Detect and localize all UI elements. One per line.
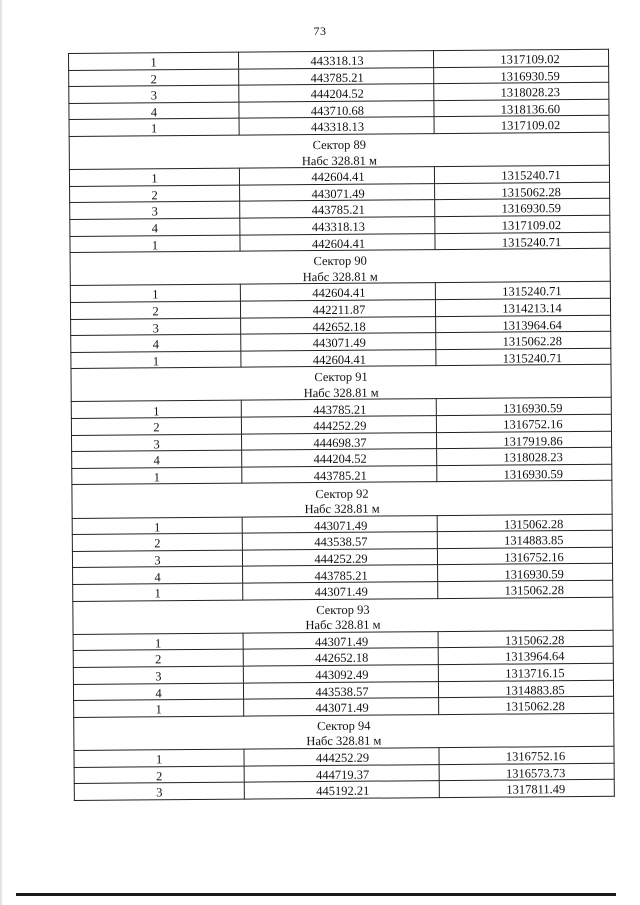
y-coordinate-cell: 1313964.64 [438,647,613,665]
point-number-cell: 1 [72,467,242,485]
y-coordinate-cell: 1317109.02 [434,116,609,134]
point-number-cell: 2 [73,650,243,668]
point-number-cell: 1 [70,235,240,253]
point-number-cell: 3 [72,550,242,568]
absolute-height-label: Набс 328.81 м [74,730,614,750]
x-coordinate-cell: 443071.49 [243,631,438,649]
x-coordinate-cell: 445192.21 [244,781,439,799]
y-coordinate-cell: 1315062.28 [435,182,610,200]
y-coordinate-cell: 1315062.28 [437,514,612,532]
sector-title: Сектор 89 [69,132,609,153]
x-coordinate-cell: 444252.29 [241,416,436,434]
y-coordinate-cell: 1318136.60 [434,99,609,117]
point-number-cell: 2 [70,185,240,203]
page-bottom-rule [16,893,616,896]
x-coordinate-cell: 444204.52 [242,449,437,467]
y-coordinate-cell: 1313716.15 [438,663,613,681]
point-number-cell: 3 [73,666,243,684]
coordinates-table [68,49,615,801]
point-number-cell: 4 [70,218,240,236]
sector-title: Сектор 94 [74,713,614,734]
sector-title: Сектор 92 [72,481,612,502]
point-number-cell: 3 [71,318,241,336]
absolute-height-label: Набс 328.81 м [71,382,611,402]
point-number-cell: 3 [74,782,244,800]
x-coordinate-cell: 442604.41 [240,283,435,301]
x-coordinate-cell: 443071.49 [240,183,435,201]
absolute-height-label: Набс 328.81 м [70,265,610,285]
y-coordinate-cell: 1318028.23 [437,447,612,465]
x-coordinate-cell: 443785.21 [242,465,437,483]
x-coordinate-cell: 443071.49 [244,698,439,716]
x-coordinate-cell: 443071.49 [241,333,436,351]
point-number-cell: 1 [69,119,239,137]
y-coordinate-cell: 1314883.85 [438,680,613,698]
point-number-cell: 4 [73,683,243,701]
y-coordinate-cell: 1317811.49 [439,779,614,797]
point-number-cell: 3 [70,202,240,220]
y-coordinate-cell: 1317919.86 [436,431,611,449]
x-coordinate-cell: 443538.57 [243,681,438,699]
point-number-cell: 3 [72,434,242,452]
y-coordinate-cell: 1315240.71 [434,165,609,183]
absolute-height-label: Набс 328.81 м [69,149,609,169]
point-number-cell: 2 [70,301,240,319]
x-coordinate-cell: 443785.21 [240,200,435,218]
x-coordinate-cell: 443785.21 [239,67,434,85]
y-coordinate-cell: 1316930.59 [434,66,609,84]
sector-title: Сектор 90 [70,248,610,269]
y-coordinate-cell: 1316930.59 [436,398,611,416]
x-coordinate-cell: 442604.41 [241,349,436,367]
y-coordinate-cell: 1315062.28 [439,696,614,714]
point-number-cell: 3 [69,85,239,103]
y-coordinate-cell: 1316752.16 [436,414,611,432]
y-coordinate-cell: 1314213.14 [435,298,610,316]
point-number-cell: 2 [69,69,239,87]
x-coordinate-cell: 443071.49 [242,515,437,533]
x-coordinate-cell: 443538.57 [242,532,437,550]
x-coordinate-cell: 443785.21 [243,565,438,583]
point-number-cell: 1 [74,699,244,717]
sector-title: Сектор 93 [73,597,613,618]
x-coordinate-cell: 444204.52 [239,84,434,102]
point-number-cell: 1 [72,517,242,535]
point-number-cell: 4 [71,334,241,352]
y-coordinate-cell: 1315240.71 [435,282,610,300]
y-coordinate-cell: 1318028.23 [434,82,609,100]
x-coordinate-cell: 444252.29 [244,748,439,766]
point-number-cell: 4 [73,567,243,585]
x-coordinate-cell: 443071.49 [243,582,438,600]
point-number-cell: 1 [73,583,243,601]
x-coordinate-cell: 443785.21 [241,399,436,417]
x-coordinate-cell: 442604.41 [240,233,435,251]
y-coordinate-cell: 1316930.59 [435,199,610,217]
absolute-height-label: Набс 328.81 м [73,614,613,634]
y-coordinate-cell: 1314883.85 [437,530,612,548]
x-coordinate-cell: 444698.37 [241,432,436,450]
y-coordinate-cell: 1315240.71 [435,232,610,250]
x-coordinate-cell: 444252.29 [242,548,437,566]
y-coordinate-cell: 1316752.16 [439,746,614,764]
point-number-cell: 2 [74,766,244,784]
scan-edge-shadow [0,0,3,905]
absolute-height-label: Набс 328.81 м [72,498,612,518]
y-coordinate-cell: 1316573.73 [439,763,614,781]
x-coordinate-cell: 443318.13 [239,117,434,135]
x-coordinate-cell: 444719.37 [244,764,439,782]
x-coordinate-cell: 442604.41 [239,167,434,185]
point-number-cell: 1 [71,351,241,369]
y-coordinate-cell: 1315062.28 [436,331,611,349]
x-coordinate-cell: 442211.87 [240,300,435,318]
x-coordinate-cell: 443318.13 [240,217,435,235]
point-number-cell: 1 [69,168,239,186]
point-number-cell: 4 [72,450,242,468]
point-number-cell: 4 [69,102,239,120]
y-coordinate-cell: 1316930.59 [437,464,612,482]
y-coordinate-cell: 1317109.02 [433,49,608,67]
point-number-cell: 2 [71,417,241,435]
coordinates-table-body [69,49,615,800]
x-coordinate-cell: 443710.68 [239,100,434,118]
page-number: 73 [313,24,327,38]
y-coordinate-cell: 1313964.64 [436,315,611,333]
point-number-cell: 1 [71,401,241,419]
sector-title: Сектор 91 [71,365,611,386]
point-number-cell: 1 [69,52,239,70]
y-coordinate-cell: 1315062.28 [438,630,613,648]
point-number-cell: 1 [73,633,243,651]
x-coordinate-cell: 443092.49 [243,665,438,683]
point-number-cell: 2 [72,533,242,551]
x-coordinate-cell: 442652.18 [243,648,438,666]
x-coordinate-cell: 443318.13 [238,51,433,69]
point-number-cell: 1 [74,749,244,767]
y-coordinate-cell: 1316930.59 [438,564,613,582]
y-coordinate-cell: 1316752.16 [437,547,612,565]
y-coordinate-cell: 1317109.02 [435,215,610,233]
y-coordinate-cell: 1315062.28 [438,580,613,598]
point-number-cell: 1 [70,284,240,302]
y-coordinate-cell: 1315240.71 [436,348,611,366]
x-coordinate-cell: 442652.18 [241,316,436,334]
